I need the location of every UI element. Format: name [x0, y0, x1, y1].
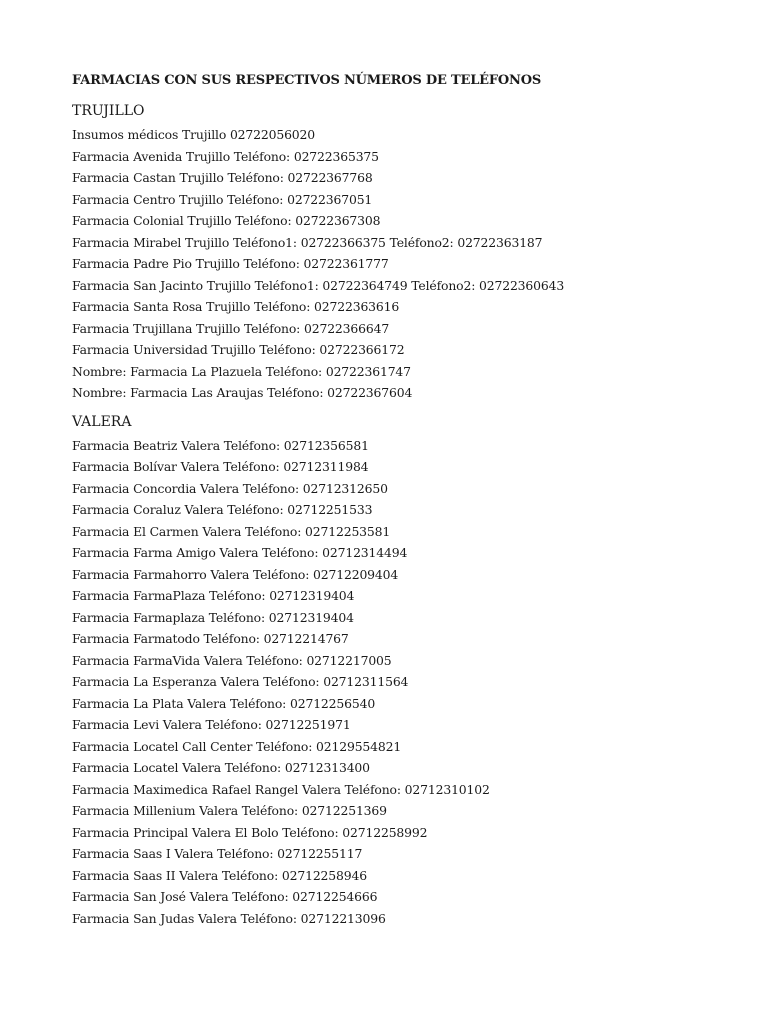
pharmacy-entry: Farmacia Beatriz Valera Teléfono: 02712356581: [72, 437, 369, 453]
pharmacy-entry: Farmacia Farmatodo Teléfono: 02712214767: [72, 631, 349, 646]
pharmacy-entry: Farmacia Farmaplaza Teléfono: 02712319404: [72, 609, 354, 625]
pharmacy-entry: Farmacia Avenida Trujillo Teléfono: 02722365375: [72, 148, 379, 164]
pharmacy-list: [72, 435, 752, 930]
pharmacy-entry: Farmacia Colonial Trujillo Teléfono: 02722367308: [72, 213, 381, 228]
pharmacy-entry: Farmacia Coraluz Valera Teléfono: 02712251533: [72, 502, 373, 517]
pharmacy-entry: Farmacia Centro Trujillo Teléfono: 02722367051: [72, 191, 373, 207]
pharmacy-entry: Farmacia Santa Rosa Trujillo Teléfono: 02722363616: [72, 299, 400, 314]
pharmacy-entry: Farmacia La Plata Valera Teléfono: 02712256540: [72, 695, 376, 711]
pharmacy-entry: Farmacia Bolívar Valera Teléfono: 02712311984: [72, 459, 369, 474]
pharmacy-entry: Farmacia Trujillana Trujillo Teléfono: 02722366647: [72, 320, 390, 336]
pharmacy-entry: Farmacia Saas II Valera Teléfono: 02712258946: [72, 867, 367, 883]
pharmacy-entry: Insumos médicos Trujillo 02722056020: [72, 127, 316, 142]
pharmacy-entry: Farmacia San Jacinto Trujillo Teléfono1: 02722364749 Teléfono2: 02722360643: [72, 277, 565, 293]
pharmacy-entry: Farmacia Locatel Valera Teléfono: 02712313400: [72, 760, 370, 775]
pharmacy-entry: Farmacia Principal Valera El Bolo Teléfono: 02712258992: [72, 824, 428, 840]
pharmacy-entry: Farmacia San José Valera Teléfono: 02712254666: [72, 889, 378, 904]
pharmacy-entry: Farmacia Millenium Valera Teléfono: 02712251369: [72, 803, 387, 818]
pharmacy-entry: Farmacia San Judas Valera Teléfono: 02712213096: [72, 910, 386, 926]
pharmacy-entry: Farmacia Levi Valera Teléfono: 02712251971: [72, 717, 351, 732]
pharmacy-entry: Nombre: Farmacia Las Araujas Teléfono: 02722367604: [72, 385, 413, 400]
pharmacy-entry: Farmacia Maximedica Rafael Rangel Valera Teléfono: 02712310102: [72, 781, 490, 797]
pharmacy-entry: Farmacia Padre Pio Trujillo Teléfono: 02722361777: [72, 256, 389, 271]
pharmacy-entry: Farmacia Universidad Trujillo Teléfono: 02722366172: [72, 342, 405, 357]
pharmacy-entry: Nombre: Farmacia La Plazuela Teléfono: 02722361747: [72, 363, 411, 379]
pharmacy-entry: Farmacia La Esperanza Valera Teléfono: 02712311564: [72, 674, 409, 689]
section-heading: TRUJILLO: [72, 103, 145, 119]
pharmacy-entry: Farmacia Locatel Call Center Teléfono: 02129554821: [72, 738, 402, 754]
pharmacy-entry: Farmacia Saas I Valera Teléfono: 02712255117: [72, 846, 363, 861]
pharmacy-entry: Farmacia Castan Trujillo Teléfono: 02722367768: [72, 170, 373, 185]
document-title: FARMACIAS CON SUS RESPECTIVOS NÚMEROS DE TELÉFONOS: [72, 73, 542, 88]
document-page: [72, 72, 752, 929]
pharmacy-entry: Farmacia Farma Amigo Valera Teléfono: 02712314494: [72, 545, 408, 560]
pharmacy-entry: Farmacia Mirabel Trujillo Teléfono1: 02722366375 Teléfono2: 02722363187: [72, 234, 543, 250]
pharmacy-entry: Farmacia FarmaVida Valera Teléfono: 02712217005: [72, 652, 392, 668]
pharmacy-entry: Farmacia El Carmen Valera Teléfono: 02712253581: [72, 523, 391, 539]
section-trujillo: [72, 102, 752, 404]
sections-container: [72, 102, 752, 929]
pharmacy-entry: Farmacia Concordia Valera Teléfono: 02712312650: [72, 480, 388, 496]
section-heading: VALERA: [72, 413, 132, 430]
section-valera: [72, 413, 752, 930]
pharmacy-list: [72, 124, 752, 404]
pharmacy-entry: Farmacia Farmahorro Valera Teléfono: 02712209404: [72, 566, 399, 582]
pharmacy-entry: Farmacia FarmaPlaza Teléfono: 02712319404: [72, 588, 355, 603]
